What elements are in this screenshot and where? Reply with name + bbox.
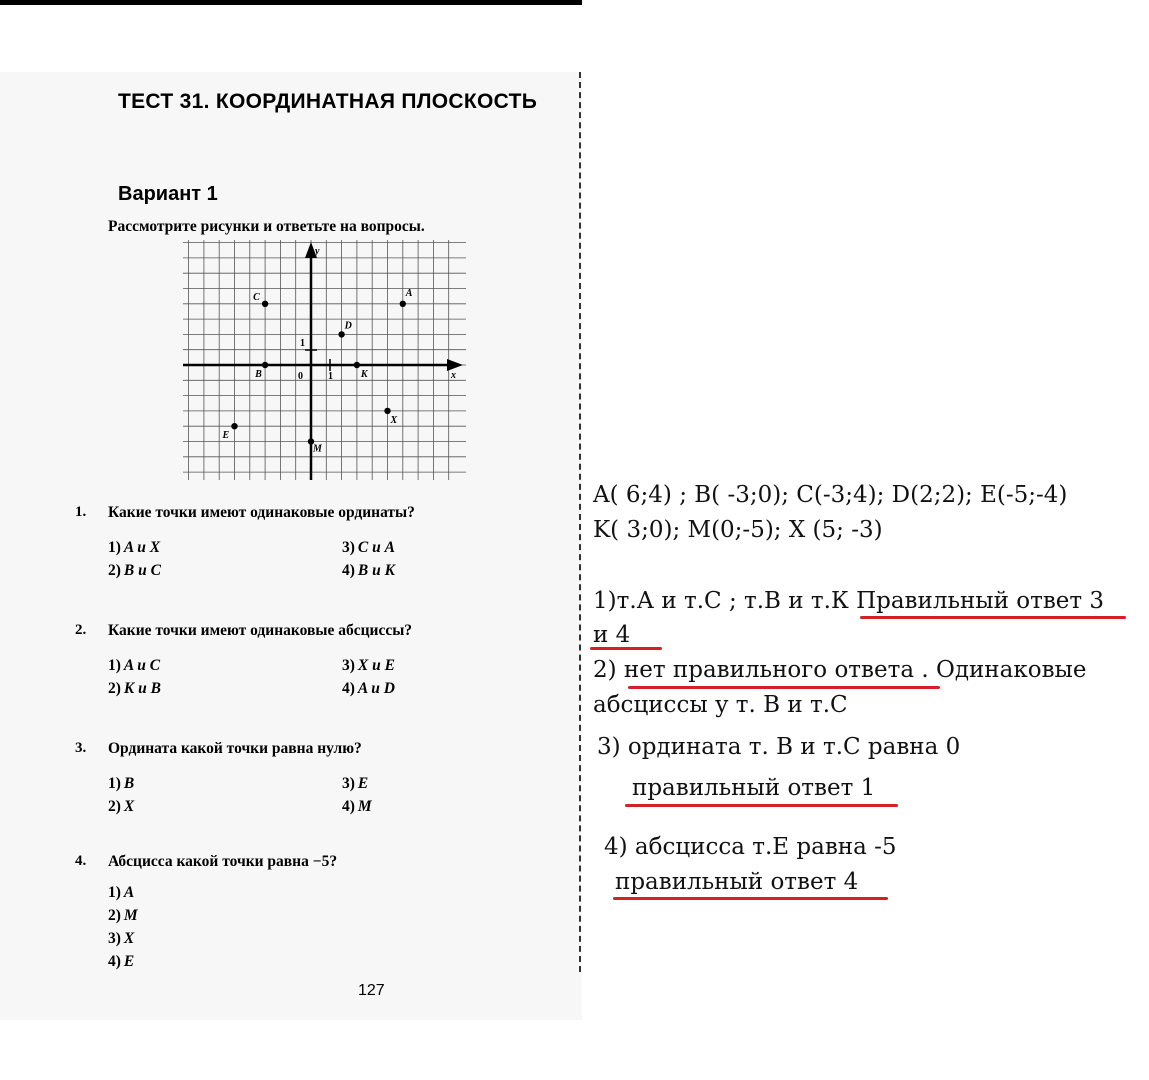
option-value: B и C <box>123 562 161 579</box>
point-label-M: M <box>313 443 322 455</box>
answer-1-underline <box>860 616 1126 619</box>
option-value: B и K <box>357 562 395 579</box>
coordinate-plane <box>183 240 466 480</box>
dashed-cut-line <box>579 72 581 972</box>
answer-2-line-2: абсциссы у т. В и т.С <box>593 692 848 718</box>
point-A <box>400 301 406 307</box>
question-number: 4. <box>75 853 87 869</box>
option-value: A и X <box>123 539 161 556</box>
option-value: X <box>123 798 135 815</box>
option-number: 1) <box>108 657 121 674</box>
variant-heading: Вариант 1 <box>118 183 218 205</box>
question-text: Ордината какой точки равна нулю? <box>108 740 362 757</box>
option-value: A и C <box>123 657 161 674</box>
option-number: 3) <box>342 775 355 792</box>
option-value: C и A <box>357 539 395 556</box>
option-value: K и B <box>123 680 161 697</box>
answer-option <box>108 775 134 793</box>
option-value: M <box>357 798 372 815</box>
axis-y-label: y <box>315 246 320 257</box>
option-number: 2) <box>108 562 121 579</box>
answer-option <box>342 798 372 816</box>
page-number: 127 <box>358 982 385 999</box>
point-C <box>262 301 268 307</box>
answer-option <box>342 562 395 580</box>
answer-1-highlight: Правильный ответ 3 <box>856 588 1105 614</box>
question-number: 1. <box>75 504 87 520</box>
option-number: 4) <box>342 680 355 697</box>
answer-1-line <box>593 588 1104 614</box>
answer-option <box>342 539 395 557</box>
answer-option <box>342 680 395 698</box>
answer-1-underline-2 <box>590 647 662 650</box>
answer-option <box>108 680 161 698</box>
question-number: 2. <box>75 622 87 638</box>
point-label-K: K <box>360 369 368 380</box>
answer-option <box>108 798 134 816</box>
answer-2-highlight: нет правильного ответа <box>623 657 915 683</box>
answer-4-highlight: правильный ответ 4 <box>615 869 859 895</box>
option-number: 3) <box>342 539 355 556</box>
option-number: 1) <box>108 884 121 901</box>
origin-label: 0 <box>298 371 303 382</box>
answer-option <box>108 884 134 902</box>
answer-2-line <box>593 657 1086 683</box>
point-label-C: C <box>253 291 260 303</box>
option-value: A <box>123 884 135 901</box>
point-label-A: A <box>405 287 413 299</box>
answer-2-prefix: 2) <box>593 657 624 683</box>
answer-option <box>108 930 134 948</box>
unit-x-label: 1 <box>328 371 333 382</box>
answer-2-underline <box>628 686 940 689</box>
answer-3-underline <box>625 804 898 807</box>
unit-y-label: 1 <box>300 338 305 349</box>
answer-option <box>108 953 134 971</box>
option-value: M <box>123 907 138 924</box>
answer-2-suffix: . Одинаковые <box>914 657 1087 683</box>
option-number: 4) <box>342 798 355 815</box>
point-label-B: B <box>255 369 262 380</box>
question-number: 3. <box>75 740 87 756</box>
question-text: Какие точки имеют одинаковые абсциссы? <box>108 622 413 639</box>
answer-option <box>108 907 138 925</box>
point-B <box>262 362 268 368</box>
point-E <box>231 423 237 429</box>
coords-line-2: K( 3;0); M(0;-5); X (5; -3) <box>593 517 883 543</box>
axis-x-label: x <box>451 370 456 381</box>
answer-1-continued: и 4 <box>593 622 631 648</box>
answer-4-line: 4) абсцисса т.Е равна -5 <box>604 834 897 860</box>
point-label-D: D <box>344 320 352 332</box>
option-number: 2) <box>108 680 121 697</box>
option-number: 1) <box>108 775 121 792</box>
answer-option <box>342 657 395 675</box>
option-number: 3) <box>108 930 121 947</box>
worksheet-page <box>0 72 582 1020</box>
answer-option <box>108 539 160 557</box>
option-number: 3) <box>342 657 355 674</box>
answer-option <box>342 775 368 793</box>
coords-line-1: A( 6;4) ; B( -3;0); C(-3;4); D(2;2); E(-5;-4) <box>593 482 1068 508</box>
option-value: E <box>123 953 135 970</box>
instruction-text: Рассмотрите рисунки и ответьте на вопросы. <box>108 218 425 235</box>
worksheet-title: ТЕСТ 31. КООРДИНАТНАЯ ПЛОСКОСТЬ <box>118 90 538 113</box>
option-number: 1) <box>108 539 121 556</box>
option-number: 4) <box>108 953 121 970</box>
top-black-bar <box>0 0 582 5</box>
answer-option <box>108 562 161 580</box>
option-value: X <box>123 930 135 947</box>
point-label-E: E <box>222 430 230 442</box>
option-number: 2) <box>108 798 121 815</box>
answer-option <box>108 657 160 675</box>
answer-1-prefix: 1)т.А и т.С ; т.В и т.К <box>593 588 857 614</box>
grid-lines <box>183 240 466 480</box>
option-value: B <box>123 775 135 792</box>
question-text: Какие точки имеют одинаковые ординаты? <box>108 504 415 521</box>
point-label-X: X <box>390 414 398 426</box>
point-K <box>354 362 360 368</box>
option-value: X и E <box>357 657 395 674</box>
answer-3-line: 3) ордината т. В и т.С равна 0 <box>597 734 961 760</box>
option-number: 4) <box>342 562 355 579</box>
point-X <box>384 408 390 414</box>
option-number: 2) <box>108 907 121 924</box>
answer-4-underline <box>613 897 888 900</box>
answer-3-highlight: правильный ответ 1 <box>632 775 876 801</box>
option-value: E <box>357 775 369 792</box>
question-text: Абсцисса какой точки равна −5? <box>108 853 338 870</box>
option-value: A и D <box>357 680 395 697</box>
point-D <box>338 331 344 337</box>
